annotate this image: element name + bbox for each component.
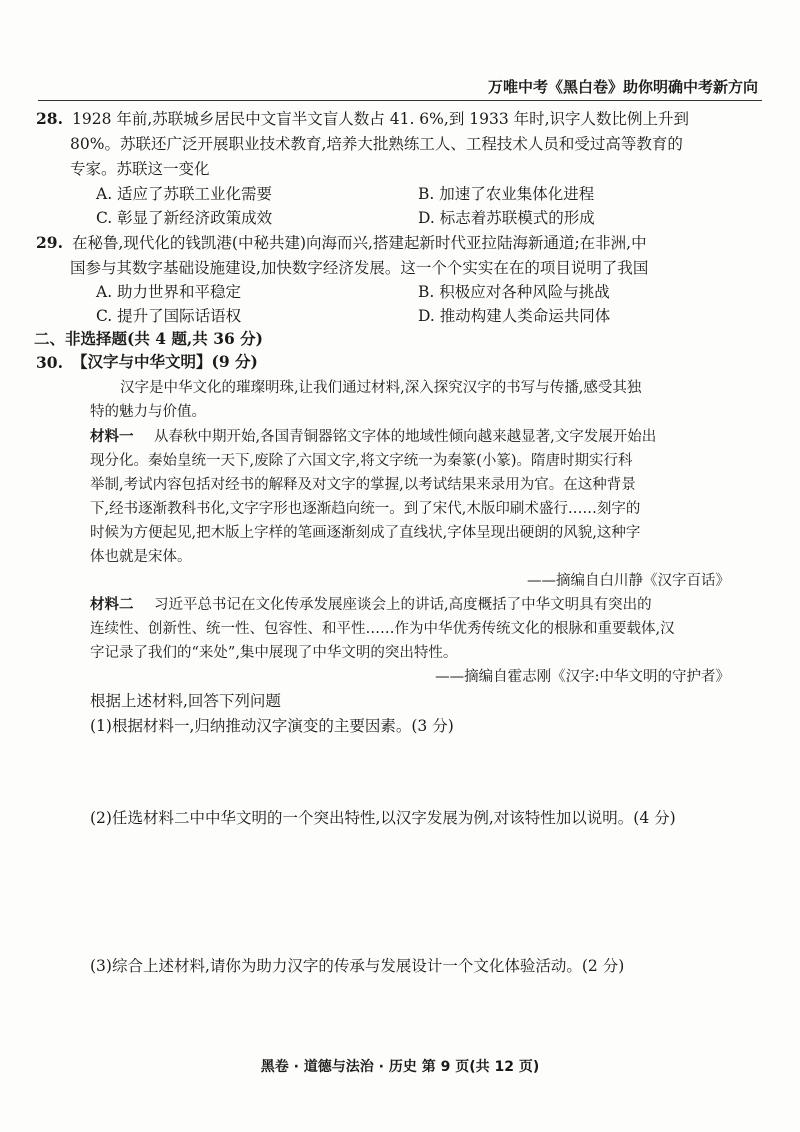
material-line: 现分化。秦始皇统一天下,废除了六国文字,将文字统一为秦篆(小篆)。隋唐时期实行科 xyxy=(90,453,633,469)
material-line: 举制,考试内容包括对经书的解释及对文字的掌握,以考试结果来录用为官。在这种背景 xyxy=(90,477,636,493)
material-line: 习近平总书记在文化传承发展座谈会上的讲话,高度概括了中华文明具有突出的 xyxy=(154,597,652,613)
material-1-label: 材料一 xyxy=(90,429,134,445)
page-header: 万唯中考《黑白卷》助你明确中考新方向 xyxy=(487,78,758,96)
section-title: 二、非选择题(共 4 题,共 36 分) xyxy=(34,329,264,348)
material-line: 从春秋中期开始,各国青铜器铭文字体的地域性倾向越来越显著,文字发展开始出 xyxy=(154,429,657,445)
header-rule xyxy=(38,100,762,101)
question-number: 28. xyxy=(36,109,63,128)
intro-line: 特的魅力与价值。 xyxy=(90,404,206,420)
sub-question-2: (2)任选材料二中中华文明的一个突出特性,以汉字发展为例,对该特性加以说明。(4 分) xyxy=(90,809,676,827)
material-line: 连续性、创新性、统一性、包容性、和平性……作为中华优秀传统文化的根脉和重要载体,汉 xyxy=(90,621,675,637)
question-number: 29. xyxy=(36,233,63,252)
material-line: 时候为方便起见,把木版上字样的笔画逐渐刻成了直线状,字体呈现出硬朗的风貌,这种字 xyxy=(90,525,641,541)
question-text-line: 1928 年前,苏联城乡居民中文盲半文盲人数占 41. 6%,到 1933 年时,识字人数比例上升到 xyxy=(72,110,690,128)
option-b: B. 积极应对各种风险与挑战 xyxy=(418,283,610,301)
answer-prompt: 根据上述材料,回答下列问题 xyxy=(90,692,281,710)
question-text-line: 在秘鲁,现代化的钱凯港(中秘共建)向海而兴,搭建起新时代亚拉陆海新通道;在非洲,中 xyxy=(72,234,647,252)
material-2-source: ——摘编自霍志刚《汉字:中华文明的守护者》 xyxy=(435,669,730,685)
question-text-line: 80%。苏联还广泛开展职业技术教育,培养大批熟练工人、工程技术人员和受过高等教育的 xyxy=(70,135,683,153)
sub-question-3: (3)综合上述材料,请你为助力汉字的传承与发展设计一个文化体验活动。(2 分) xyxy=(90,957,625,975)
material-line: 体也就是宋体。 xyxy=(90,549,192,565)
material-2-label: 材料二 xyxy=(90,597,134,613)
option-c: C. 提升了国际话语权 xyxy=(96,307,242,325)
option-d: D. 标志着苏联模式的形成 xyxy=(418,209,595,227)
page-footer: 黑卷 · 道德与法治 · 历史 第 9 页(共 12 页) xyxy=(260,1059,540,1075)
material-line: 字记录了我们的“来处”,集中展现了中华文明的突出特性。 xyxy=(90,645,458,661)
question-number: 30. xyxy=(36,353,63,372)
option-a: A. 助力世界和平稳定 xyxy=(96,283,242,301)
material-1-source: ——摘编自白川静《汉字百话》 xyxy=(527,573,730,589)
option-d: D. 推动构建人类命运共同体 xyxy=(418,307,611,325)
option-b: B. 加速了农业集体化进程 xyxy=(418,185,595,203)
intro-line: 汉字是中华文化的璀璨明珠,让我们通过材料,深入探究汉字的书写与传播,感受其独 xyxy=(120,380,642,396)
question-title: 【汉字与中华文明】(9 分) xyxy=(72,352,258,371)
option-c: C. 彰显了新经济政策成效 xyxy=(96,209,273,227)
question-text-line: 国参与其数字基础设施建设,加快数字经济发展。这一个个实实在在的项目说明了我国 xyxy=(70,259,649,277)
sub-question-1: (1)根据材料一,归纳推动汉字演变的主要因素。(3 分) xyxy=(90,717,454,735)
material-line: 下,经书逐渐教科书化,文字字形也逐渐趋向统一。到了宋代,木版印刷术盛行……刻字的 xyxy=(90,501,641,517)
question-text-line: 专家。苏联这一变化 xyxy=(70,160,210,178)
option-a: A. 适应了苏联工业化需要 xyxy=(96,185,273,203)
